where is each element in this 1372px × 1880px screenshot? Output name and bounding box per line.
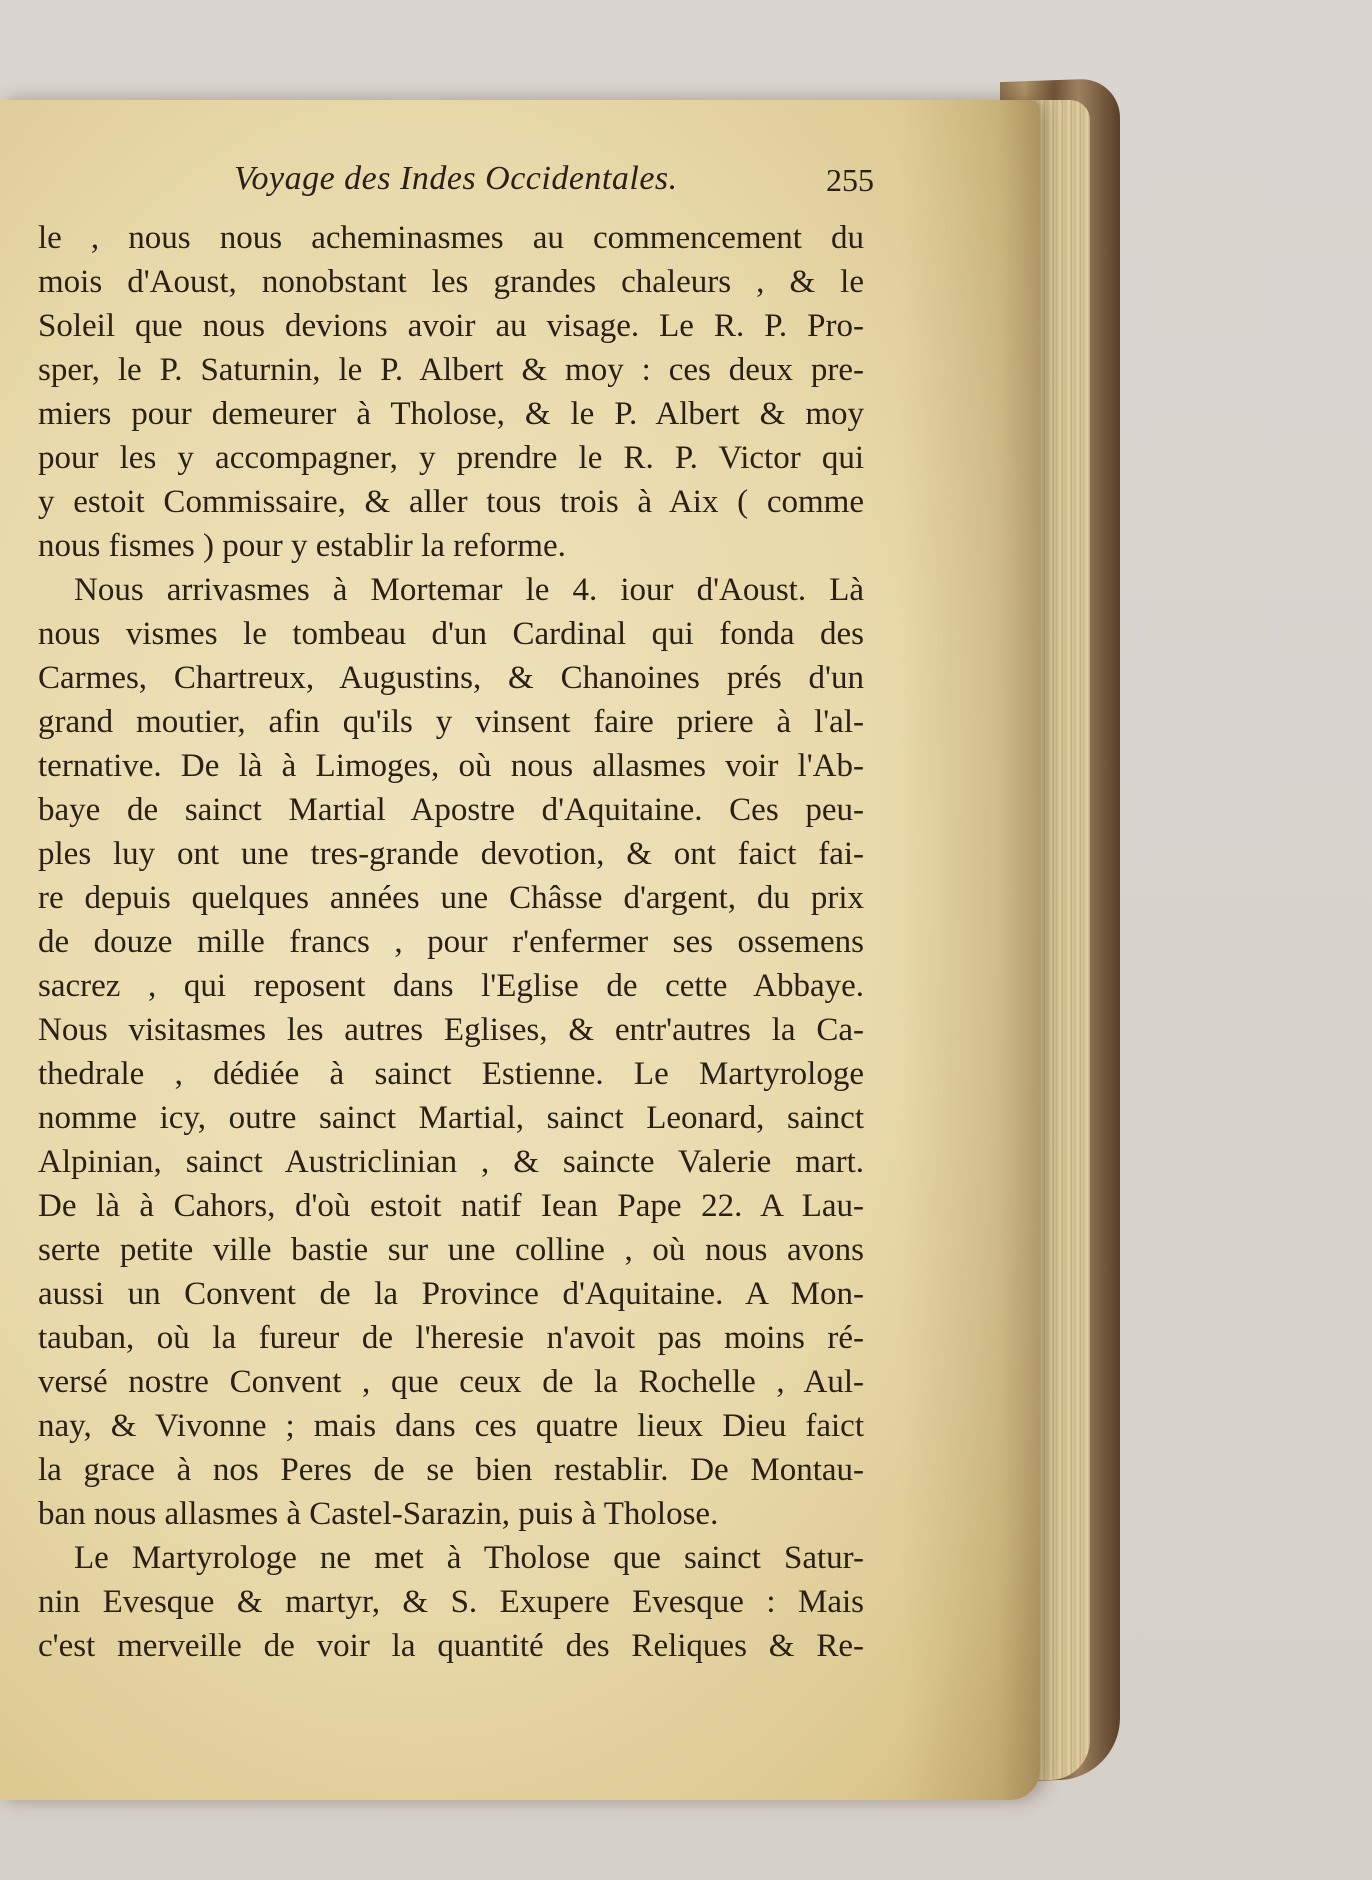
text-line: Nous arrivasmes à Mortemar le 4. iour d'Aoust. Là <box>74 572 864 608</box>
text-line: mois d'Aoust, nonobstant les grandes chaleurs , & le <box>38 264 864 300</box>
page-number: 255 <box>826 162 874 198</box>
paragraph-1 <box>38 216 878 568</box>
running-head <box>38 160 878 216</box>
text-line: c'est merveille de voir la quantité des Reliques & Re- <box>38 1628 864 1664</box>
text-line: nay, & Vivonne ; mais dans ces quatre lieux Dieu faict <box>38 1408 864 1444</box>
text-line: aussi un Convent de la Province d'Aquitaine. A Mon- <box>38 1276 864 1312</box>
text-line: nous vismes le tombeau d'un Cardinal qui fonda des <box>38 616 864 652</box>
text-line: nomme icy, outre sainct Martial, sainct Leonard, sainct <box>38 1100 864 1136</box>
text-line: ples luy ont une tres-grande devotion, & ont faict fai- <box>38 836 864 872</box>
text-line: sper, le P. Saturnin, le P. Albert & moy : ces deux pre- <box>38 352 864 388</box>
text-line: y estoit Commissaire, & aller tous trois à Aix ( comme <box>38 484 864 520</box>
text-line: ternative. De là à Limoges, où nous allasmes voir l'Ab- <box>38 748 864 784</box>
text-line: pour les y accompagner, y prendre le R. P. Victor qui <box>38 440 864 476</box>
text-line: Nous visitasmes les autres Eglises, & entr'autres la Ca- <box>38 1012 864 1048</box>
text-line: nin Evesque & martyr, & S. Exupere Evesque : Mais <box>38 1584 864 1620</box>
paragraph-2 <box>38 568 878 1536</box>
text-line: serte petite ville bastie sur une colline , où nous avons <box>38 1232 864 1268</box>
page-text <box>38 160 878 1668</box>
running-title: Voyage des Indes Occidentales. <box>234 160 678 197</box>
text-line: Alpinian, sainct Austriclinian , & saincte Valerie mart. <box>38 1144 864 1180</box>
text-line: ban nous allasmes à Castel-Sarazin, puis à Tholose. <box>38 1496 719 1532</box>
text-line: la grace à nos Peres de se bien restablir. De Montau- <box>38 1452 864 1488</box>
text-line: sacrez , qui reposent dans l'Eglise de cette Abbaye. <box>38 968 864 1004</box>
text-line: De là à Cahors, d'où estoit natif Iean Pape 22. A Lau- <box>38 1188 864 1224</box>
text-line: tauban, où la fureur de l'heresie n'avoit pas moins ré- <box>38 1320 864 1356</box>
text-line: de douze mille francs , pour r'enfermer ses ossemens <box>38 924 864 960</box>
text-line: nous fismes ) pour y establir la reforme. <box>38 528 566 564</box>
text-line: le , nous nous acheminasmes au commencement du <box>38 220 864 256</box>
text-line: Le Martyrologe ne met à Tholose que sainct Satur- <box>74 1540 864 1576</box>
text-line: baye de sainct Martial Apostre d'Aquitaine. Ces peu- <box>38 792 864 828</box>
text-line: Soleil que nous devions avoir au visage. Le R. P. Pro- <box>38 308 864 344</box>
text-line: thedrale , dédiée à sainct Estienne. Le Martyrologe <box>38 1056 864 1092</box>
text-line: grand moutier, afin qu'ils y vinsent faire priere à l'al- <box>38 704 864 740</box>
text-line: Carmes, Chartreux, Augustins, & Chanoines prés d'un <box>38 660 864 696</box>
paragraph-3 <box>38 1536 878 1668</box>
text-line: versé nostre Convent , que ceux de la Rochelle , Aul- <box>38 1364 864 1400</box>
text-line: re depuis quelques années une Châsse d'argent, du prix <box>38 880 864 916</box>
text-line: miers pour demeurer à Tholose, & le P. Albert & moy <box>38 396 864 432</box>
